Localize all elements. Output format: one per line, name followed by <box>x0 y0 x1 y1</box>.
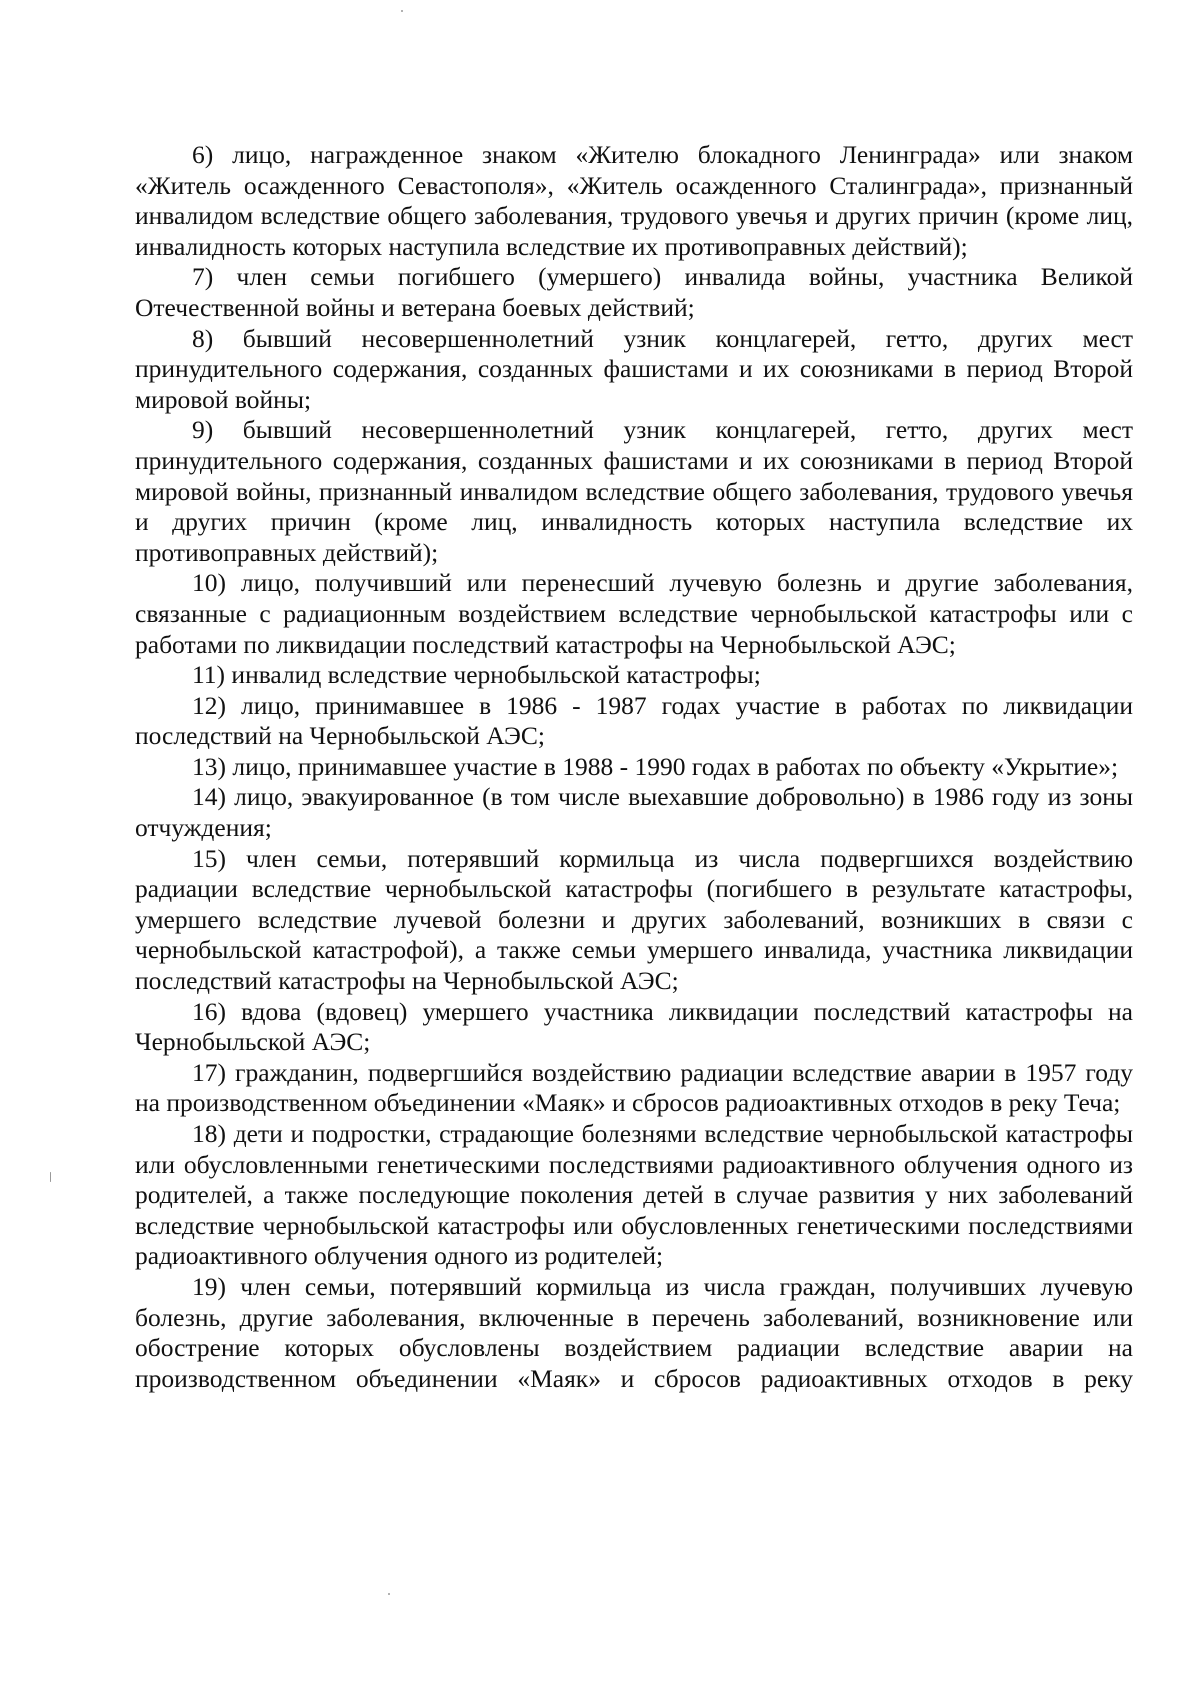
scan-speck <box>50 1172 51 1182</box>
list-item-8: 8) бывший несовершеннолетний узник концлагерей, гетто, других мест принудительного содержания, созданных фашистами и их союзниками в период Второй мировой войны; <box>135 323 1133 414</box>
list-item-9: 9) бывший несовершеннолетний узник концлагерей, гетто, других мест принудительного содержания, созданных фашистами и их союзниками в период Второй мировой войны, признанный инвалидом вследствие общего заболевания, трудового увечья и других причин (кроме лиц, инвалидность которых наступила вследствие их противоправных действий); <box>135 415 1133 567</box>
list-item-17: 17) гражданин, подвергшийся воздействию радиации вследствие аварии в 1957 году на производственном объединении «Маяк» и сбросов радиоактивных отходов в реку Теча; <box>135 1057 1133 1118</box>
list-item-10: 10) лицо, получивший или перенесший лучевую болезнь и другие заболевания, связанные с радиационным воздействием вследствие чернобыльской катастрофы или с работами по ликвидации последствий катастрофы на Чернобыльской АЭС; <box>135 568 1133 659</box>
list-item-19: 19) член семьи, потерявший кормильца из числа граждан, получивших лучевую болезнь, другие заболевания, включенные в перечень заболеваний, возникновение или обострение которых обусловлены воздействием радиации вследствие аварии на производственном объединении «Маяк» и сбросов радиоактивных отходов в реку <box>135 1271 1133 1393</box>
list-item-11: 11) инвалид вследствие чернобыльской катастрофы; <box>192 660 761 690</box>
document-body <box>135 140 1133 1394</box>
list-item-12: 12) лицо, принимавшее в 1986 - 1987 годах участие в работах по ликвидации последствий на Чернобыльской АЭС; <box>135 690 1133 751</box>
list-item-15: 15) член семьи, потерявший кормильца из числа подвергшихся воздействию радиации вследствие чернобыльской катастрофы (погибшего в результате катастрофы, умершего вследствие лучевой болезни и других заболеваний, возникших в связи с чернобыльской катастрофой), а также семьи умершего инвалида, участника ликвидации последствий катастрофы на Чернобыльской АЭС; <box>135 843 1133 996</box>
list-item-16: 16) вдова (вдовец) умершего участника ликвидации последствий катастрофы на Чернобыльской АЭС; <box>135 996 1133 1057</box>
scan-speck <box>401 10 403 12</box>
list-item-6: 6) лицо, награжденное знаком «Жителю блокадного Ленинграда» или знаком «Житель осажденного Севастополя», «Житель осажденного Сталинграда», признанный инвалидом вследствие общего заболевания, трудового увечья и других причин (кроме лиц, инвалидность которых наступила вследствие их противоправных действий); <box>135 140 1133 261</box>
list-item-18: 18) дети и подростки, страдающие болезнями вследствие чернобыльской катастрофы или обусловленными генетическими последствиями радиоактивного облучения одного из родителей, а также последующие поколения детей в случае развития у них заболеваний вследствие чернобыльской катастрофы или обусловленных генетическими последствиями радиоактивного облучения одного из родителей; <box>135 1119 1133 1271</box>
list-item-7: 7) член семьи погибшего (умершего) инвалида войны, участника Великой Отечественной войны и ветерана боевых действий; <box>135 262 1133 322</box>
list-item-13: 13) лицо, принимавшее участие в 1988 - 1990 годах в работах по объекту «Укрытие»; <box>192 751 1119 781</box>
scan-speck <box>388 1593 390 1595</box>
list-item-14: 14) лицо, эвакуированное (в том числе выехавшие добровольно) в 1986 году из зоны отчуждения; <box>135 782 1133 843</box>
